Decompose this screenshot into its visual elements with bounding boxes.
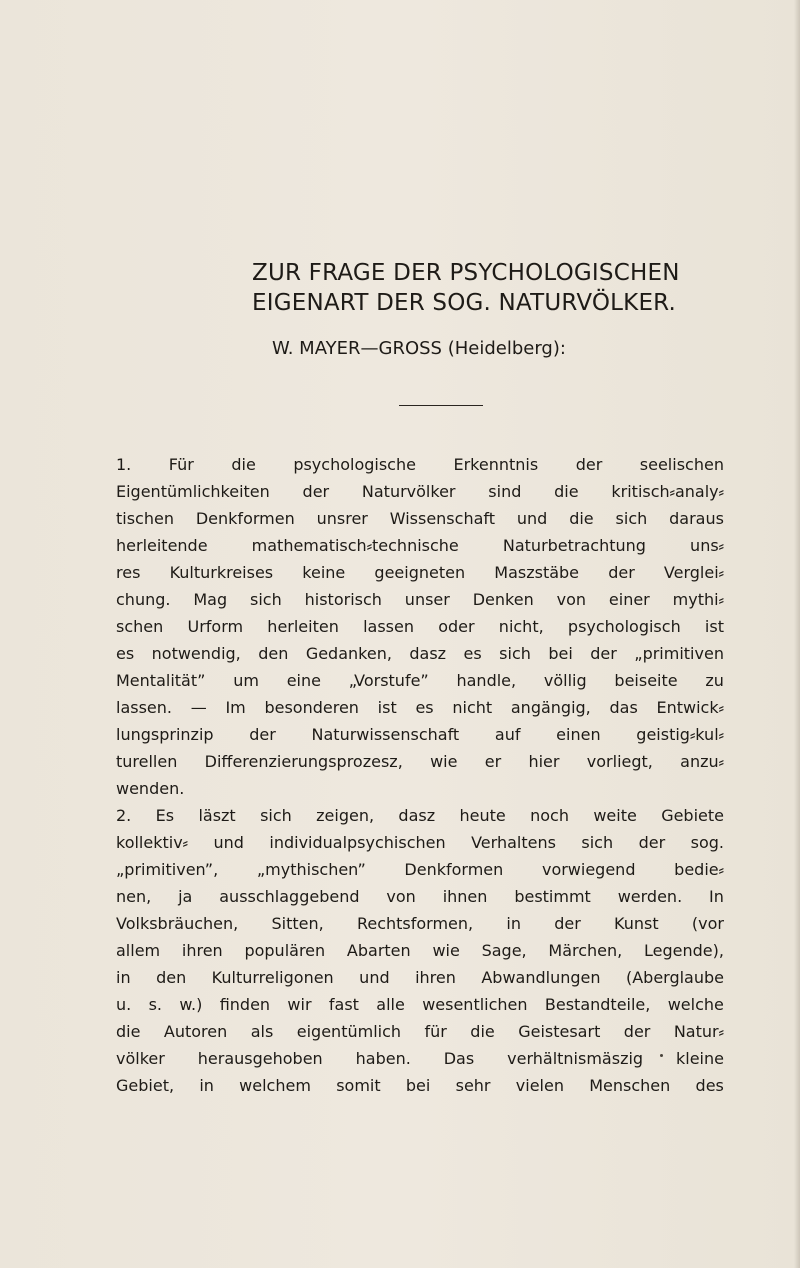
word: welche (667, 995, 724, 1014)
word: er (484, 752, 502, 771)
word: hier (528, 752, 560, 771)
word: nicht, (498, 617, 544, 636)
word: für (424, 1022, 447, 1041)
word: Naturbetrachtung (502, 536, 646, 555)
word: Legende), (644, 941, 724, 960)
word: dasz (409, 644, 447, 663)
word: lassen (363, 617, 414, 636)
word: Gebiet, (116, 1076, 175, 1095)
body-text-line (116, 478, 724, 505)
word: in (506, 914, 521, 933)
body-text-line (116, 991, 724, 1018)
word: finden (219, 995, 271, 1014)
word: und (516, 509, 548, 528)
word: nen, (116, 887, 152, 906)
word: mythi⸗ (672, 590, 724, 609)
word: Es (155, 806, 175, 825)
word: 1. (116, 455, 132, 474)
word: und (359, 968, 390, 987)
word: einer (608, 590, 650, 609)
word: heute (459, 806, 506, 825)
body-text-line (116, 937, 724, 964)
word: als (250, 1022, 274, 1041)
word: sich (499, 644, 531, 663)
word: der (302, 482, 330, 501)
word: Für (168, 455, 194, 474)
word: „Vorstufe” (348, 671, 429, 690)
word: besonderen (264, 698, 359, 717)
word: der (638, 833, 666, 852)
word: herleitende (116, 536, 208, 555)
word: handle, (456, 671, 517, 690)
body-text-line (116, 748, 724, 775)
word: (vor (691, 914, 724, 933)
word: keine (302, 563, 346, 582)
word: Wissenschaft (389, 509, 496, 528)
word: Abarten (346, 941, 411, 960)
body-text-line (116, 802, 724, 829)
body-text-line (116, 667, 724, 694)
word: werden. (617, 887, 683, 906)
word: es (463, 644, 482, 663)
word: den (156, 968, 187, 987)
word: turellen (116, 752, 178, 771)
word: den (258, 644, 289, 663)
word: Gedanken, (305, 644, 392, 663)
body-text-line (116, 532, 724, 559)
word: Sage, (481, 941, 527, 960)
word: ausschlaggebend (219, 887, 360, 906)
word: bestimmt (514, 887, 591, 906)
word: lassen. (116, 698, 172, 717)
word: Mag (193, 590, 228, 609)
word: historisch (304, 590, 382, 609)
word: der (608, 563, 635, 582)
word: Bestandteile, (544, 995, 651, 1014)
word: daraus (669, 509, 724, 528)
word: tischen (116, 509, 174, 528)
word: Das (443, 1049, 475, 1068)
word: ihren (181, 941, 223, 960)
word: der (590, 644, 617, 663)
word: bei (405, 1076, 431, 1095)
word: in (116, 968, 131, 987)
body-text-line (116, 1045, 724, 1072)
word: schen (116, 617, 164, 636)
word: psychologische (293, 455, 416, 474)
word: Märchen, (548, 941, 623, 960)
article-title-line-1: ZUR FRAGE DER PSYCHOLOGISCHEN (252, 260, 680, 286)
word: w.) (179, 995, 203, 1014)
word: „mythischen” (256, 860, 366, 879)
body-text-line (116, 775, 724, 802)
word: der (249, 725, 276, 744)
word: wesentlichen (422, 995, 528, 1014)
word: ihnen (442, 887, 488, 906)
word: vorwiegend (541, 860, 636, 879)
word: völlig (543, 671, 587, 690)
word: beiseite (614, 671, 678, 690)
word: Menschen (589, 1076, 671, 1095)
word: die (470, 1022, 495, 1041)
word: vorliegt, (586, 752, 653, 771)
word: noch (530, 806, 569, 825)
word: Verhaltens (471, 833, 556, 852)
word: ihren (415, 968, 456, 987)
section-divider-rule (399, 405, 483, 406)
body-text-line (116, 883, 724, 910)
word: kollektiv⸗ (116, 833, 188, 852)
word: Kulturkreises (169, 563, 274, 582)
body-text-line (116, 1072, 724, 1099)
word: ist (704, 617, 724, 636)
word: lungsprinzip (116, 725, 214, 744)
word: eigentümlich (296, 1022, 402, 1041)
word: von (386, 887, 416, 906)
word: um (233, 671, 259, 690)
word: unsrer (316, 509, 368, 528)
word: vielen (515, 1076, 564, 1095)
word: sog. (690, 833, 724, 852)
word: verhältnismäszig (507, 1049, 644, 1068)
word: mathematisch⸗technische (251, 536, 459, 555)
word: geistig⸗kul⸗ (636, 725, 724, 744)
word: Denkformen (404, 860, 504, 879)
page-edge-shadow (794, 0, 800, 1268)
body-text-line (116, 505, 724, 532)
word: wie (430, 752, 458, 771)
word: unser (404, 590, 450, 609)
word: somit (336, 1076, 381, 1095)
word: sich (260, 806, 292, 825)
word: uns⸗ (690, 536, 724, 555)
word: zeigen, (316, 806, 375, 825)
word: psychologisch (567, 617, 681, 636)
word: Kulturreligonen (211, 968, 334, 987)
word: Mentalität” (116, 671, 206, 690)
word: anzu⸗ (680, 752, 724, 771)
word: bedie⸗ (674, 860, 724, 879)
body-text-line (116, 856, 724, 883)
word: sich (250, 590, 282, 609)
word: ist (377, 698, 397, 717)
word: haben. (355, 1049, 411, 1068)
word: „primitiven”, (116, 860, 219, 879)
word: Maszstäbe (494, 563, 580, 582)
word: die (554, 482, 579, 501)
word: bei (548, 644, 573, 663)
word: der (554, 914, 581, 933)
article-body (116, 451, 724, 1099)
word: Differenzierungsprozesz, (204, 752, 403, 771)
word: Autoren (163, 1022, 228, 1041)
word: fast (328, 995, 359, 1014)
word: populären (244, 941, 326, 960)
word: Geistesart (518, 1022, 601, 1041)
body-text-line (116, 451, 724, 478)
word: Abwandlungen (481, 968, 601, 987)
word: Entwick⸗ (656, 698, 724, 717)
word: herausgehoben (197, 1049, 323, 1068)
word: notwendig, (151, 644, 241, 663)
word: angängig, (510, 698, 591, 717)
word: die (116, 1022, 141, 1041)
word: Verglei⸗ (663, 563, 724, 582)
word: Natur⸗ (673, 1022, 724, 1041)
word: Erkenntnis (453, 455, 539, 474)
body-text-line (116, 613, 724, 640)
body-text-line (116, 694, 724, 721)
word: wie (432, 941, 460, 960)
word: Urform (187, 617, 244, 636)
word: Im (225, 698, 246, 717)
word: sich (581, 833, 614, 852)
word: geeigneten (374, 563, 466, 582)
word: das (609, 698, 638, 717)
word: chung. (116, 590, 171, 609)
word: von (556, 590, 587, 609)
word: die (231, 455, 256, 474)
word: wir (287, 995, 312, 1014)
word: u. (116, 995, 132, 1014)
ink-speck (660, 1054, 663, 1057)
word: Gebiete (661, 806, 724, 825)
word: 2. (116, 806, 132, 825)
word: läszt (198, 806, 236, 825)
article-title-line-2: EIGENART DER SOG. NATURVÖLKER. (252, 290, 677, 316)
word: s. (148, 995, 163, 1014)
word: „primitiven (634, 644, 724, 663)
word: alle (376, 995, 405, 1014)
word: herleiten (267, 617, 339, 636)
word: kleine (676, 1049, 724, 1068)
word: es (415, 698, 434, 717)
word: ja (178, 887, 193, 906)
word: Naturwissenschaft (311, 725, 460, 744)
word: seelischen (639, 455, 724, 474)
word: sind (488, 482, 522, 501)
body-text-line (116, 964, 724, 991)
word: einen (556, 725, 601, 744)
body-text-line (116, 829, 724, 856)
word: auf (494, 725, 521, 744)
body-text-line (116, 721, 724, 748)
word: völker (116, 1049, 165, 1068)
word: (Aberglaube (625, 968, 724, 987)
word: Rechtsformen, (356, 914, 474, 933)
word: oder (438, 617, 475, 636)
word: individualpsychischen (269, 833, 446, 852)
word: der (623, 1022, 651, 1041)
word: Naturvölker (361, 482, 456, 501)
word: Sitten, (271, 914, 324, 933)
word: sich (615, 509, 648, 528)
word: welchem (239, 1076, 311, 1095)
body-text-line (116, 640, 724, 667)
word: kritisch⸗analy⸗ (611, 482, 724, 501)
word: In (709, 887, 724, 906)
word: Volksbräuchen, (116, 914, 239, 933)
word: der (575, 455, 603, 474)
word: in (199, 1076, 214, 1095)
word: allem (116, 941, 161, 960)
body-text-line (116, 910, 724, 937)
word: wenden. (116, 779, 185, 798)
word: Kunst (614, 914, 659, 933)
body-text-line (116, 559, 724, 586)
body-text-line (116, 586, 724, 613)
word: des (695, 1076, 724, 1095)
author-byline: W. MAYER—GROSS (Heidelberg): (272, 338, 566, 359)
word: — (190, 698, 207, 717)
word: weite (593, 806, 637, 825)
word: Eigentümlichkeiten (116, 482, 270, 501)
word: res (116, 563, 141, 582)
word: nicht (452, 698, 493, 717)
word: Denken (472, 590, 534, 609)
word: sehr (455, 1076, 491, 1095)
word: es (116, 644, 135, 663)
word: eine (286, 671, 321, 690)
word: zu (705, 671, 724, 690)
word: und (213, 833, 244, 852)
word: die (569, 509, 594, 528)
word: Denkformen (195, 509, 295, 528)
word: dasz (398, 806, 436, 825)
body-text-line (116, 1018, 724, 1045)
